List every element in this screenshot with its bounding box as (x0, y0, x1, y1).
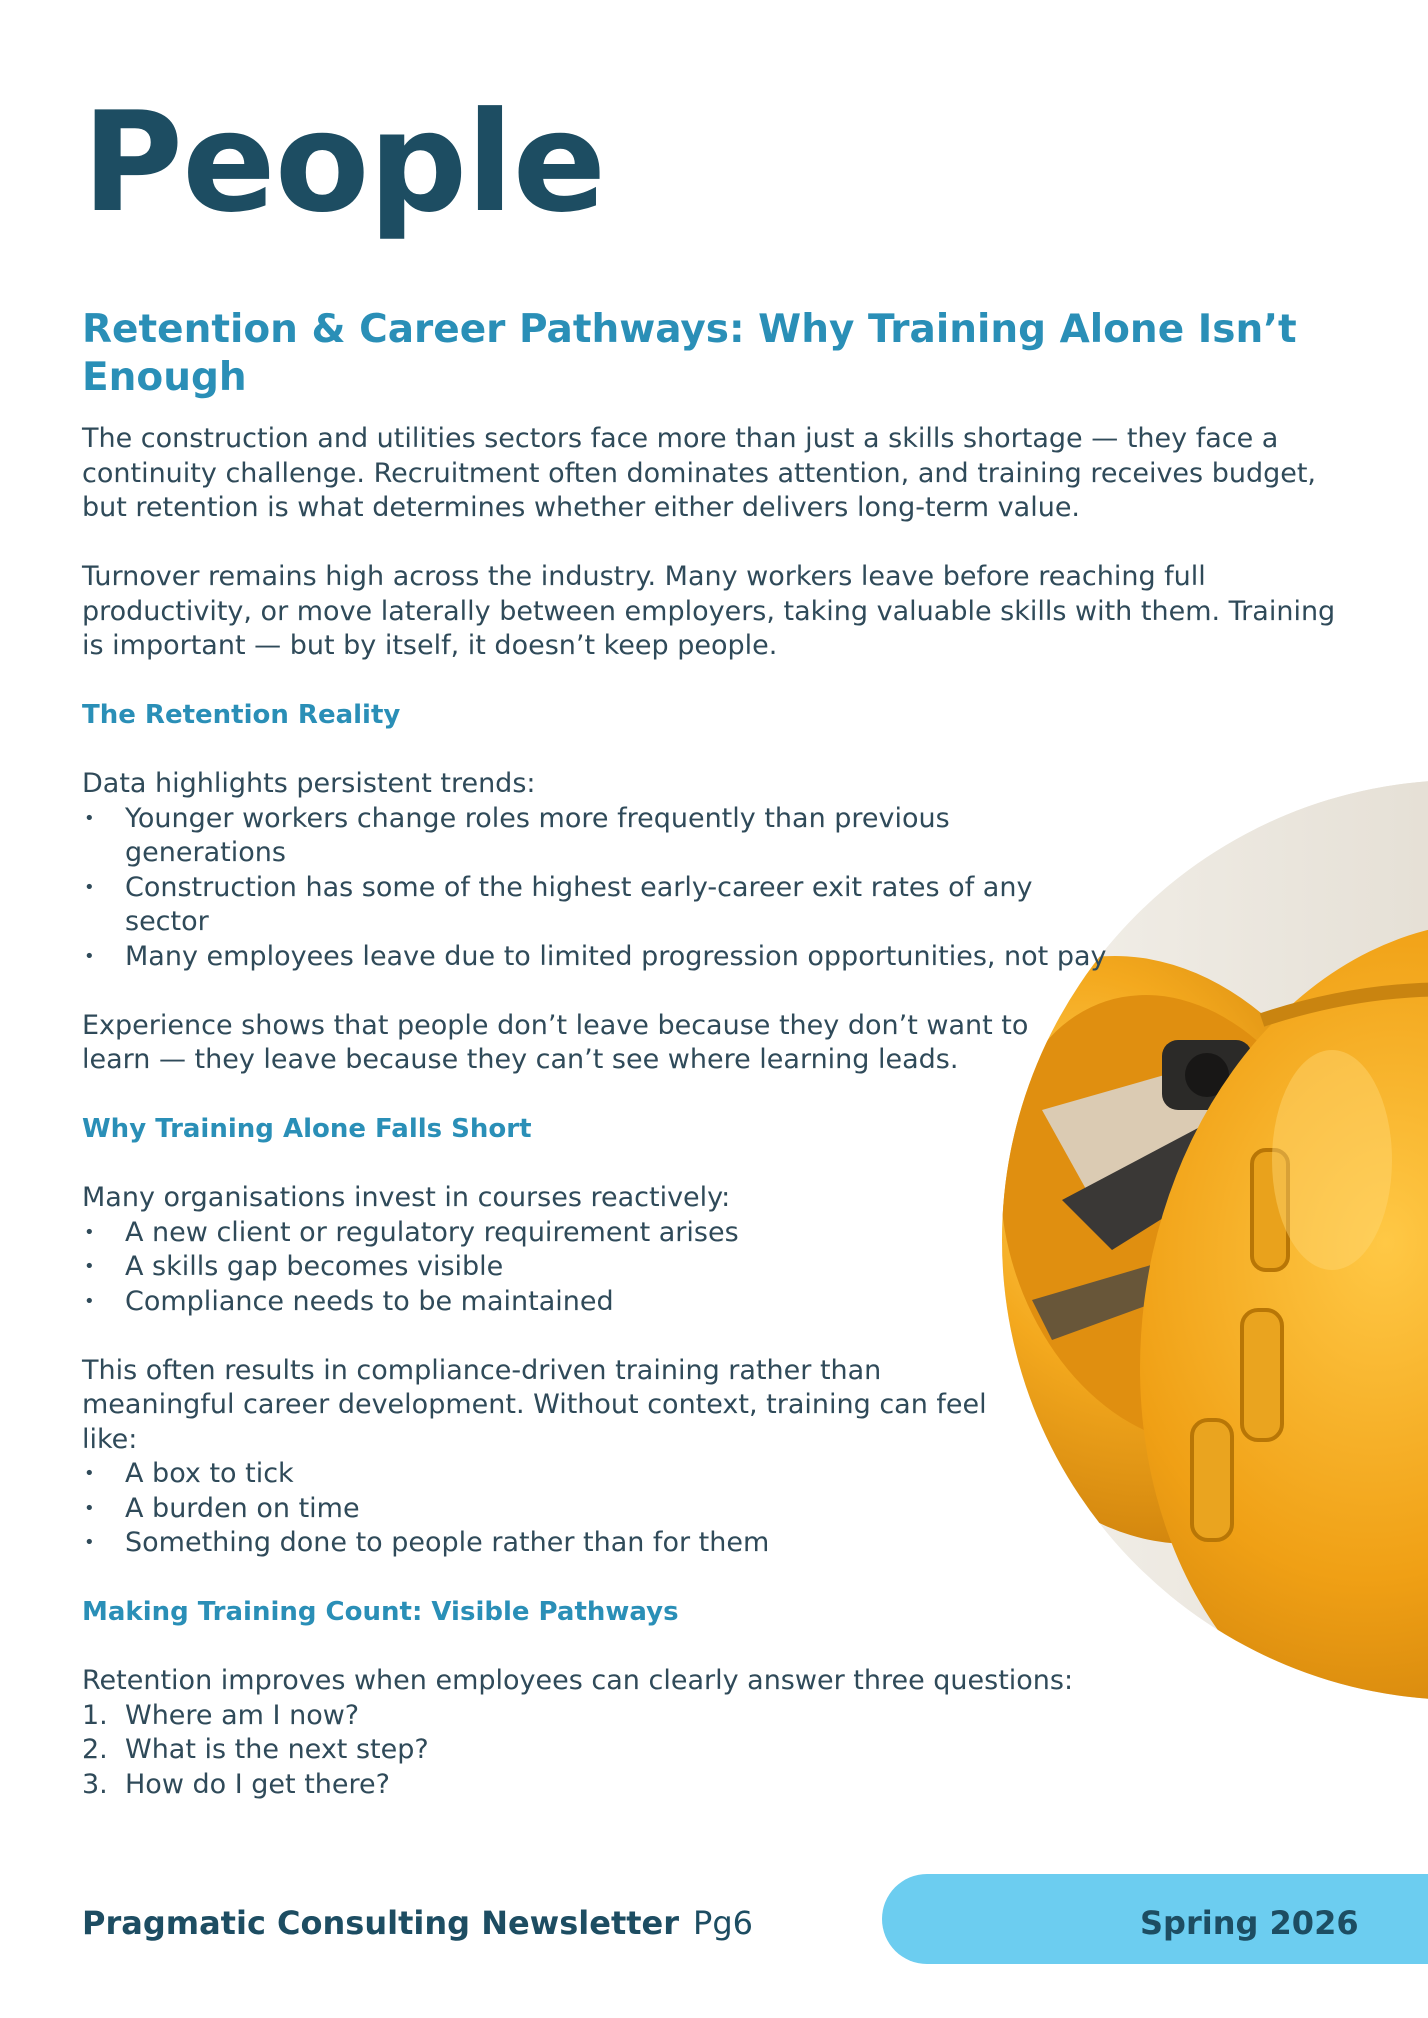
list-item: • A new client or regulatory requirement arises (82, 1216, 1342, 1251)
section-paragraph: Experience shows that people don’t leave because they don’t want to learn — they leave because they can’t see where learning leads. (82, 1009, 1029, 1075)
bullet-list (82, 1457, 1342, 1561)
bullet-icon: • (84, 1497, 95, 1519)
bullet-icon: • (84, 1221, 95, 1243)
bullet-icon: • (84, 1290, 95, 1312)
list-item: • A burden on time (82, 1492, 1342, 1527)
article-body (82, 422, 1342, 1802)
intro-paragraph: Turnover remains high across the industry. Many workers leave before reaching full productivity, or move laterally between employers, taking valuable skills with them. Training is important — but by itself, it doesn’t keep people. (82, 561, 1336, 661)
bullet-icon: • (84, 876, 95, 898)
bullet-list (82, 1216, 1342, 1320)
list-number: 3. (82, 1768, 108, 1800)
bullet-icon: • (84, 1463, 95, 1484)
section-paragraph: This often results in compliance-driven training rather than meaningful career development. Without context, training can feel like: (82, 1354, 987, 1455)
footer-season: Spring 2026 (1140, 1904, 1359, 1942)
page-number: Pg6 (693, 1904, 753, 1942)
bullet-icon: • (84, 807, 95, 829)
list-item: • Many employees leave due to limited progression opportunities, not pay (82, 940, 1145, 975)
numbered-list (82, 1699, 1342, 1803)
list-item: • Something done to people rather than for them (82, 1526, 1342, 1561)
list-number: 1. (82, 1699, 108, 1731)
list-item: 1. Where am I now? (82, 1699, 1342, 1734)
section-heading-retention-reality: The Retention Reality (82, 700, 401, 730)
section-heading-training-falls-short: Why Training Alone Falls Short (82, 1114, 532, 1144)
bullet-icon: • (84, 1256, 95, 1277)
list-number: 2. (82, 1734, 108, 1765)
bullet-list (82, 802, 1112, 975)
list-item: • Younger workers change roles more frequently than previous generations (84, 802, 950, 868)
list-item: • A skills gap becomes visible (82, 1250, 1342, 1285)
section-heading-visible-pathways: Making Training Count: Visible Pathways (82, 1597, 679, 1627)
page-title: People (82, 82, 606, 243)
list-item: 2. What is the next step? (82, 1733, 1342, 1768)
list-item: • Construction has some of the highest early-career exit rates of any sector (84, 871, 1033, 937)
list-item: • Compliance needs to be maintained (82, 1285, 1342, 1320)
intro-paragraph: The construction and utilities sectors face more than just a skills shortage — they face a continuity challenge. Recruitment often dominates attention, and training receives budget, but retention is what determines whether either delivers long-term value. (82, 423, 1316, 523)
footer-newsletter (82, 1904, 753, 1942)
list-item: 3. How do I get there? (82, 1768, 1342, 1803)
bullet-icon: • (84, 1532, 95, 1553)
newsletter-name: Pragmatic Consulting Newsletter (82, 1904, 680, 1942)
bullet-icon: • (84, 945, 95, 967)
article-title: Retention & Career Pathways: Why Training Alone Isn’t Enough (82, 307, 1297, 400)
section-lead: Retention improves when employees can clearly answer three questions: (82, 1665, 1074, 1696)
section-lead: Data highlights persistent trends: (82, 768, 536, 799)
section-lead: Many organisations invest in courses reactively: (82, 1182, 731, 1213)
list-item: • A box to tick (82, 1457, 1342, 1492)
